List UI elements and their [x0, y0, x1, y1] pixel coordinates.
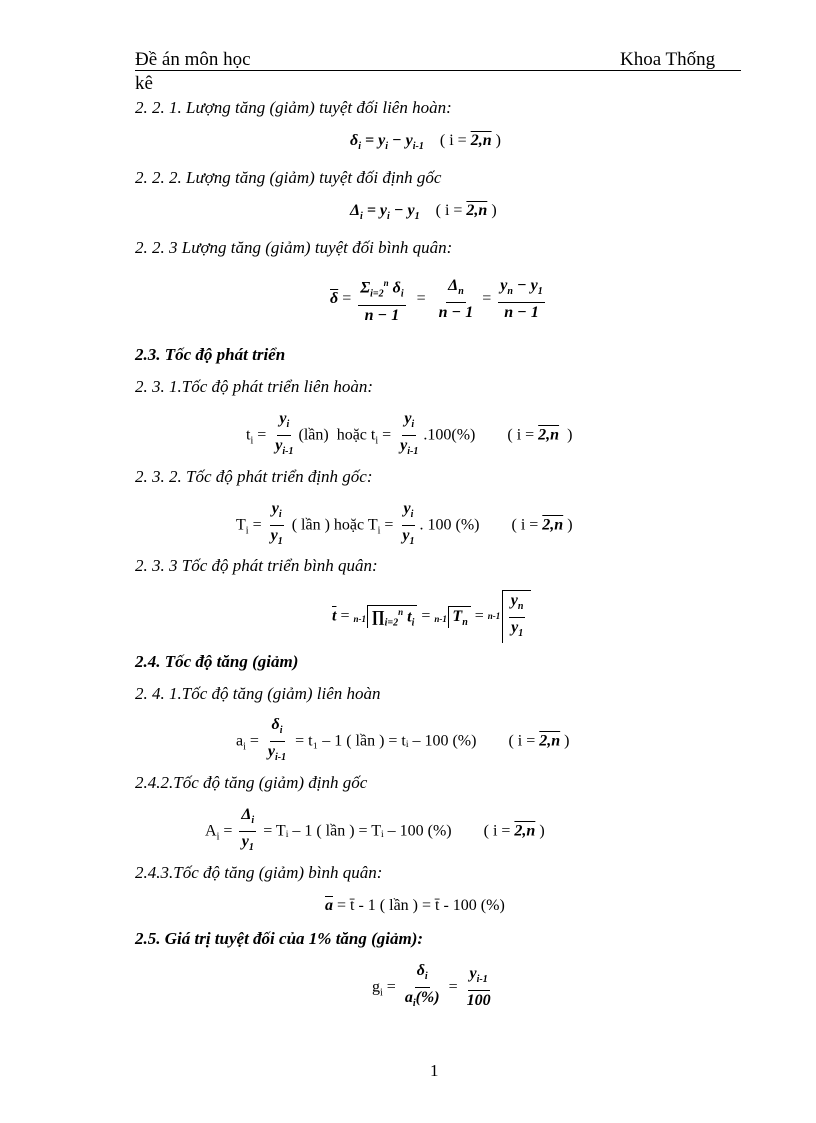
heading-2-3-3: 2. 3. 3 Tốc độ phát triển bình quân:	[135, 556, 378, 575]
A-i-rest: = Tᵢ – 1 ( lần ) = Tᵢ – 100 (%)	[263, 822, 452, 840]
formula-delta-bar: $\overline{\delta}$ = $\frac{\Sigma_{i=2}^n \delta_i}{n - 1}$ = $\frac{\Delta_n}{n - 1}$ = $\frac{y_n - y_1}{n - 1}$	[330, 274, 548, 325]
lan-paren-label: ( lần )	[291, 516, 330, 534]
heading-2-4-3: 2.4.3.Tốc độ tăng (giảm) bình quân:	[135, 863, 383, 882]
header-rule	[135, 70, 741, 71]
formula-g-i: $g_i$ = $\frac{\delta_i}{a_i(\%)}$ = $\frac{y_{i-1}}{100}$	[372, 962, 491, 1010]
formula-a-i: $a_i$ = $\frac{\delta_i}{y_{i-1}}$ = t₁ – 1 ( lần ) = tᵢ – 100 (%) ( i = 2,n )	[236, 716, 570, 764]
header-right: Khoa Thống	[620, 49, 716, 70]
heading-2-2-2: 2. 2. 2. Lượng tăng (giảm) tuyệt đối định gốc	[135, 168, 442, 187]
pct-label: .100(%)	[423, 426, 476, 444]
heading-2-3: 2.3. Tốc độ phát triển	[135, 345, 286, 364]
heading-2-2-1: 2. 2. 1. Lượng tăng (giảm) tuyệt đối liên hoàn:	[135, 98, 452, 117]
heading-2-4: 2.4. Tốc độ tăng (giảm)	[135, 652, 299, 671]
a-bar-rest: = t̄ - 1 ( lần ) = t̄ - 100 (%)	[337, 897, 505, 914]
formula-delta-i: $\delta_i = y_i - y_{i-1}$ ( i = 2,n )	[350, 132, 501, 153]
pct-label-2: . 100 (%)	[419, 516, 480, 534]
heading-2-2-3: 2. 2. 3 Lượng tăng (giảm) tuyệt đối bình quân:	[135, 238, 453, 257]
hoac-label: hoặc	[336, 426, 367, 444]
page-number: 1	[430, 1061, 439, 1080]
formula-t-bar: $\overline{t}$ = n-1 $\prod_{i=2}^n$ $t_i$ = n-1 $T_n$ = n-1 $\frac{y_n}{y_1}$	[332, 590, 531, 643]
formula-Delta-i: $\Delta_i = y_i - y_1$ ( i = 2,n )	[350, 202, 497, 223]
heading-2-4-1: 2. 4. 1.Tốc độ tăng (giảm) liên hoàn	[135, 684, 381, 703]
formula-t-i: $t_i$ = $\frac{y_i}{y_{i-1}}$ (lần) hoặc $t_i$ = $\frac{y_i}{y_{i-1}}$ .100(%) ( i = 2,n )	[246, 410, 573, 458]
heading-2-3-2: 2. 3. 2. Tốc độ phát triển định gốc:	[135, 467, 373, 486]
lan-label: (lần)	[298, 426, 329, 444]
formula-T-i: $T_i$ = $\frac{y_i}{y_1}$ ( lần ) hoặc $T_i$ = $\frac{y_i}{y_1}$ . 100 (%) ( i = 2,n )	[236, 500, 573, 548]
a-i-rest: = t₁ – 1 ( lần ) = tᵢ – 100 (%)	[295, 732, 477, 750]
header-left: Đề án môn học	[135, 49, 251, 70]
formula-a-bar: $\overline{a}$ = t̄ - 1 ( lần ) = t̄ - 100 (%)	[325, 897, 505, 914]
heading-2-4-2: 2.4.2.Tốc độ tăng (giảm) định gốc	[135, 773, 368, 792]
heading-2-3-1: 2. 3. 1.Tốc độ phát triển liên hoàn:	[135, 377, 373, 396]
header-wrap: kê	[135, 73, 153, 94]
formula-A-i: $A_i$ = $\frac{\Delta_i}{y_1}$ = Tᵢ – 1 ( lần ) = Tᵢ – 100 (%) ( i = 2,n )	[205, 806, 545, 854]
heading-2-5: 2.5. Giá trị tuyệt đối của 1% tăng (giảm):	[135, 929, 424, 948]
